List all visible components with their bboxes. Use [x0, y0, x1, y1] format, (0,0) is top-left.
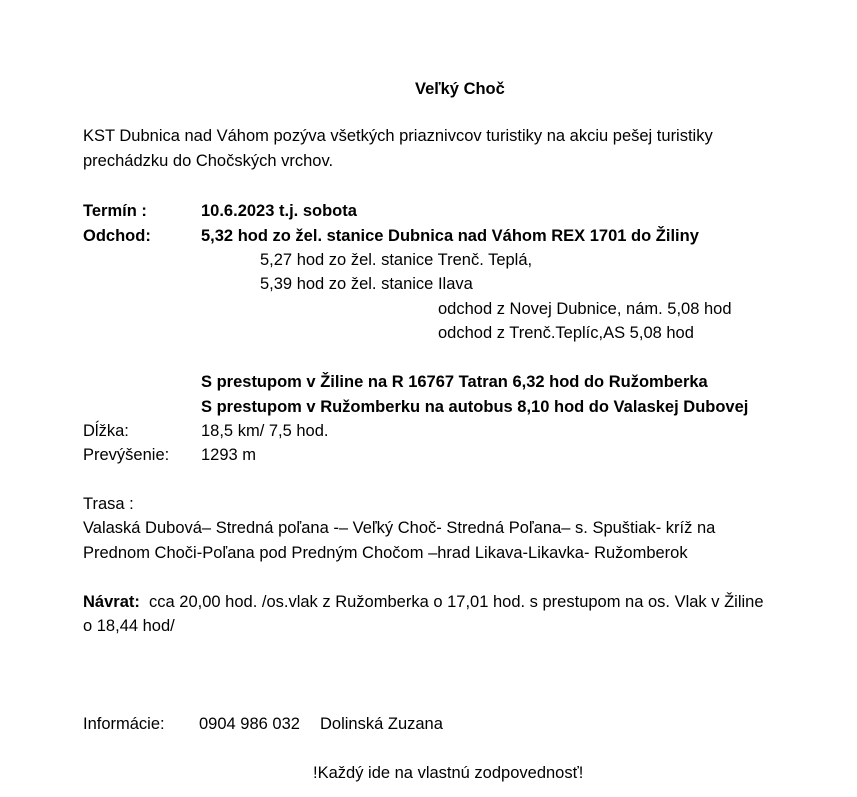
informacie-label: Informácie: — [83, 715, 165, 733]
trasa-line-1: Valaská Dubová– Stredná poľana -– Veľký Choč- Stredná Poľana– s. Spuštiak- kríž na — [83, 519, 716, 537]
navrat-label: Návrat: — [83, 593, 140, 611]
informacie-phone: 0904 986 032 — [199, 715, 300, 733]
responsibility-warning: !Každý ide na vlastnú zodpovednosť! — [313, 764, 584, 782]
termin-value: 10.6.2023 t.j. sobota — [201, 202, 357, 220]
prevysenie-value: 1293 m — [201, 446, 257, 464]
odchod-sub-2: 5,39 hod zo žel. stanice Ilava — [260, 275, 473, 293]
informacie-name: Dolinská Zuzana — [320, 715, 443, 733]
dlzka-label: Dĺžka: — [83, 422, 129, 440]
prevysenie-label: Prevýšenie: — [83, 446, 170, 464]
prestup-line-2: S prestupom v Ružomberku na autobus 8,10 hod do Valaskej Dubovej — [201, 398, 749, 416]
odchod-sub-4: odchod z Trenč.Teplíc,AS 5,08 hod — [438, 324, 694, 342]
prestup-line-1: S prestupom v Žiline na R 16767 Tatran 6,32 hod do Ružomberka — [201, 373, 708, 391]
navrat-text: cca 20,00 hod. /os.vlak z Ružomberka o 17,01 hod. s prestupom na os. Vlak v Žiline — [139, 593, 764, 611]
termin-label: Termín : — [83, 202, 147, 220]
odchod-sub-1: 5,27 hod zo žel. stanice Trenč. Teplá, — [260, 251, 533, 269]
intro-line-1: KST Dubnica nad Váhom pozýva všetkých priaznivcov turistiky na akciu pešej turistiky — [83, 127, 713, 145]
dlzka-value: 18,5 km/ 7,5 hod. — [201, 422, 329, 440]
intro-line-2: prechádzku do Chočských vrchov. — [83, 152, 334, 170]
odchod-label: Odchod: — [83, 227, 151, 245]
navrat-line-1 — [83, 591, 764, 613]
odchod-sub-3: odchod z Novej Dubnice, nám. 5,08 hod — [438, 300, 732, 318]
trasa-label: Trasa : — [83, 495, 134, 513]
odchod-value: 5,32 hod zo žel. stanice Dubnica nad Váhom REX 1701 do Žiliny — [201, 227, 699, 245]
navrat-line-2: o 18,44 hod/ — [83, 617, 175, 635]
trasa-line-2: Prednom Choči-Poľana pod Predným Chočom –hrad Likava-Likavka- Ružomberok — [83, 544, 688, 562]
document-title: Veľký Choč — [415, 80, 505, 98]
